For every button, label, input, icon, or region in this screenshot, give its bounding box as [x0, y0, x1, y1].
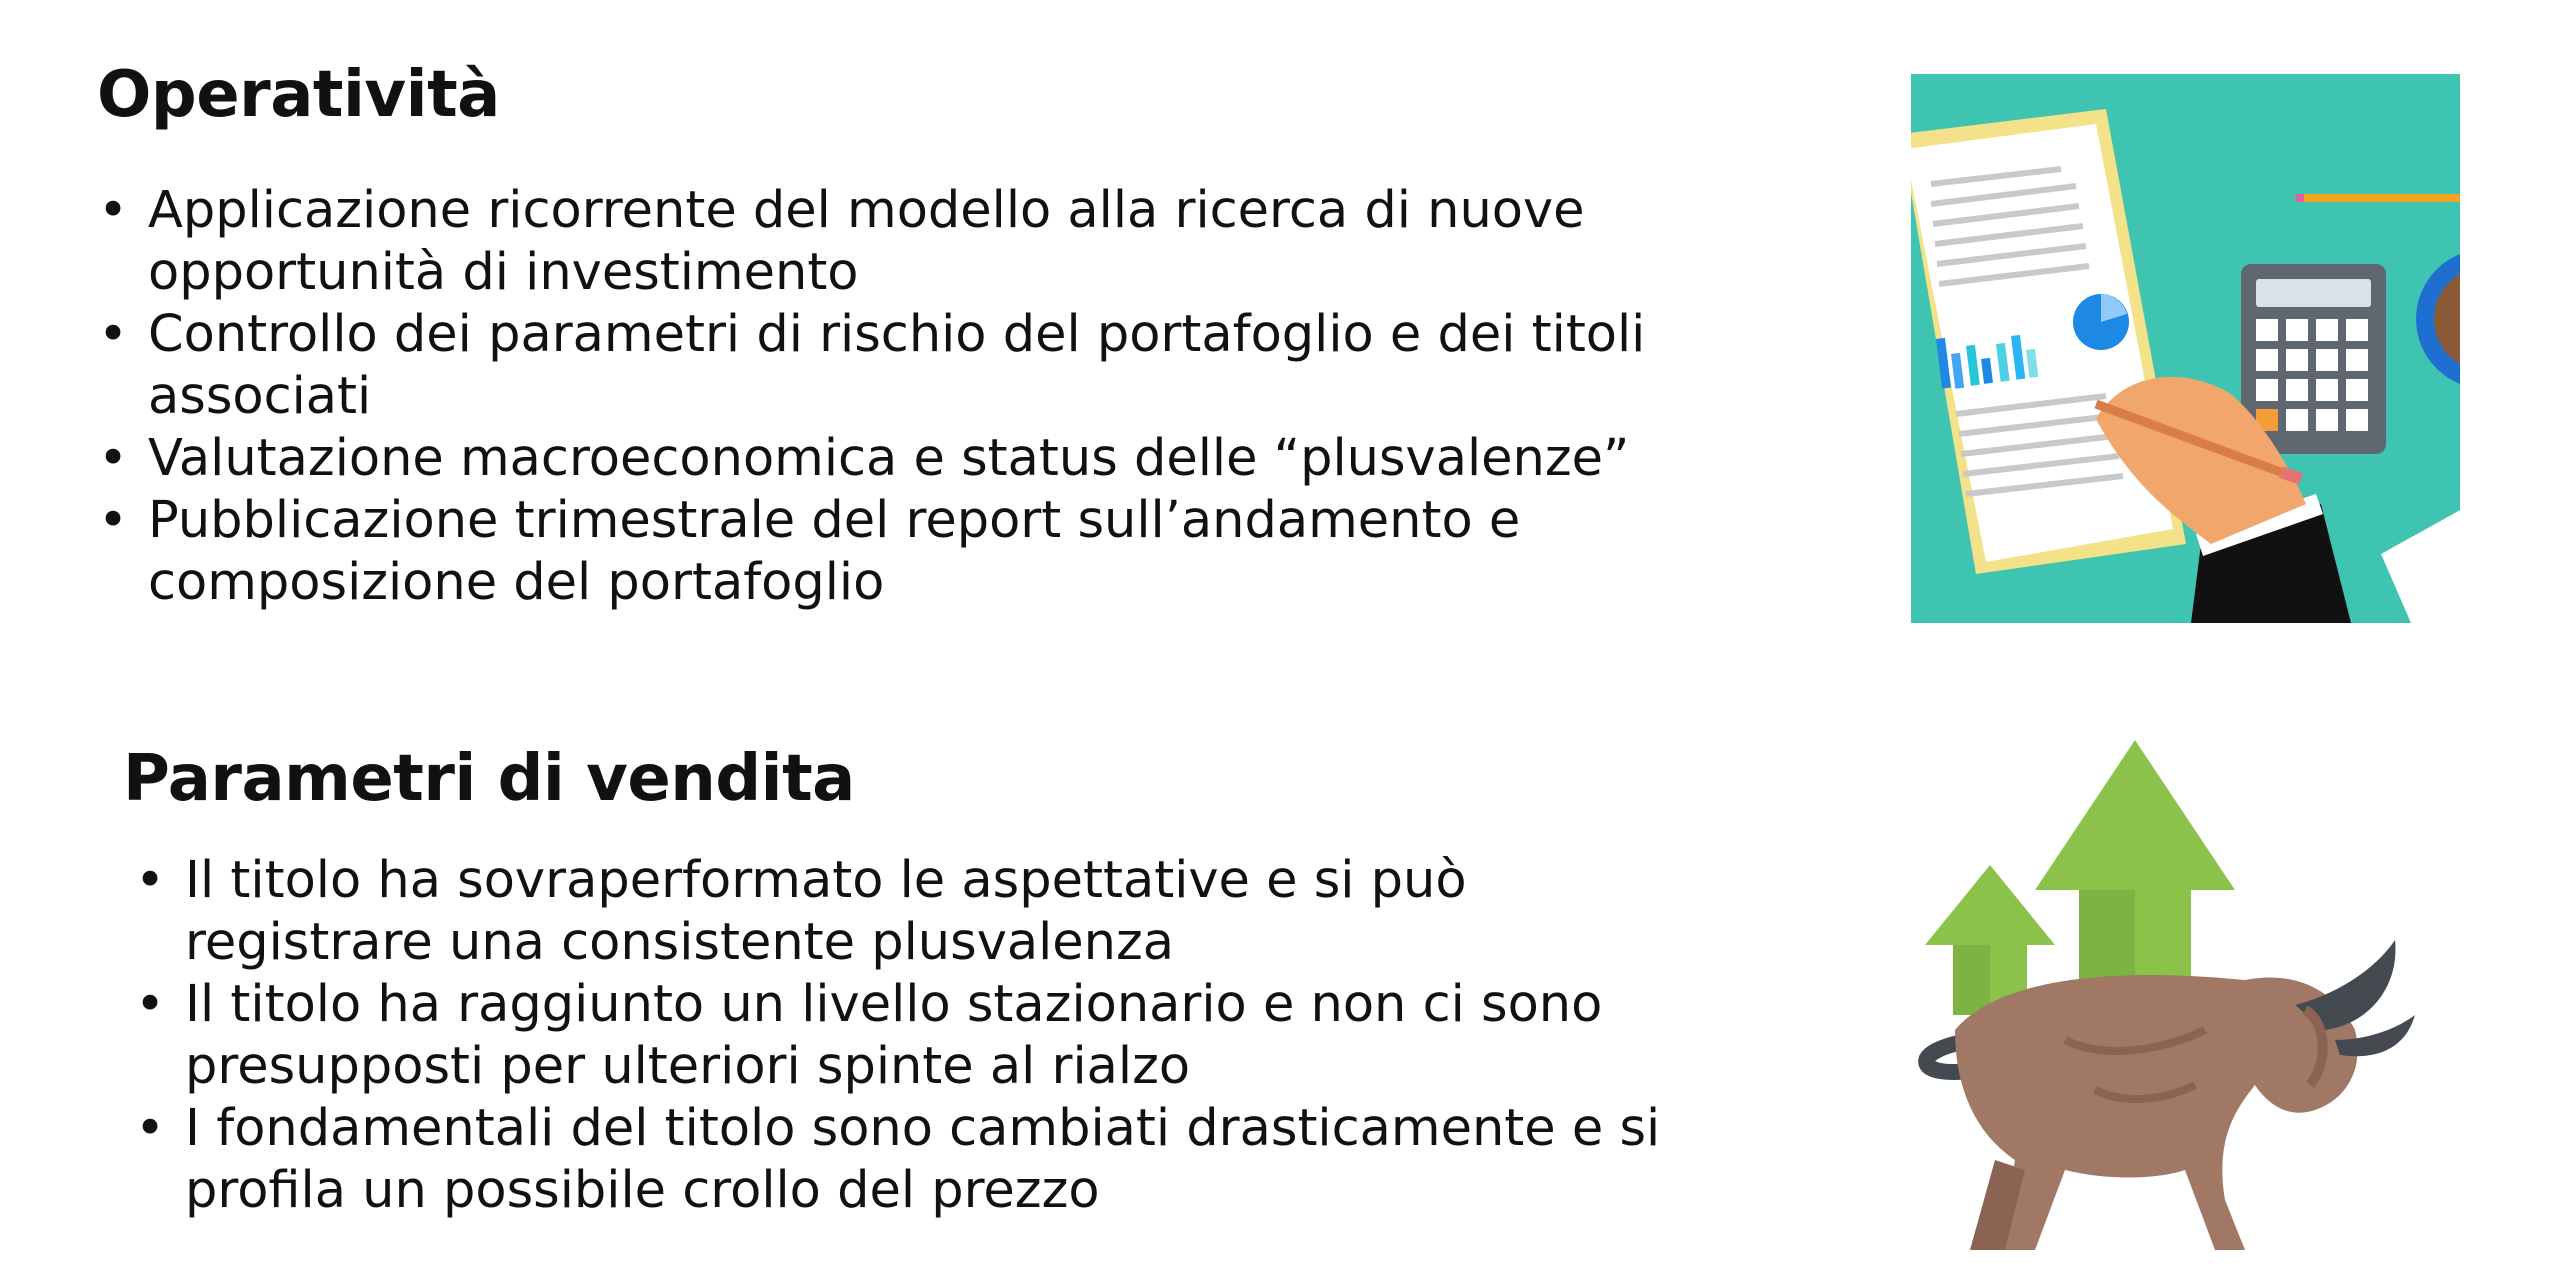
bullet-icon: • [98, 429, 129, 488]
list-item-text: Pubblicazione trimestrale del report sull’andamento e composizione del portafoglio [148, 491, 1521, 612]
list-item [98, 428, 1648, 490]
bullet-icon: • [98, 181, 129, 240]
bullet-icon: • [135, 1099, 166, 1158]
list-item [135, 850, 1685, 974]
section-title-parametri-vendita: Parametri di vendita [123, 742, 855, 816]
list-item [135, 1098, 1685, 1222]
bullet-icon: • [98, 491, 129, 550]
list-item [98, 490, 1648, 614]
list-item-text: Il titolo ha raggiunto un livello stazionario e non ci sono presupposti per ulteriori spinte al rialzo [185, 975, 1603, 1096]
calculator-icon [2241, 264, 2386, 454]
operativita-list [98, 180, 1648, 614]
list-item-text: I fondamentali del titolo sono cambiati drasticamente e si profila un possibile crollo del prezzo [185, 1099, 1661, 1220]
bullet-icon: • [135, 851, 166, 910]
pie-chart-icon [2073, 294, 2129, 350]
bullet-icon: • [98, 305, 129, 364]
list-item [98, 180, 1648, 304]
bullet-icon: • [135, 975, 166, 1034]
list-item-text: Applicazione ricorrente del modello alla ricerca di nuove opportunità di investimento [148, 181, 1585, 302]
section-title-operativita: Operatività [97, 58, 500, 132]
list-item-text: Il titolo ha sovraperformato le aspettative e si può registrare una consistente plusvalenza [185, 851, 1467, 972]
green-up-arrow-icon [2035, 740, 2235, 1010]
pencil-icon [2296, 194, 2460, 202]
vendita-list [135, 850, 1685, 1222]
bull-arrows-illustration [1915, 740, 2435, 1260]
list-item-text: Valutazione macroeconomica e status delle “plusvalenze” [148, 429, 1630, 488]
list-item [135, 974, 1685, 1098]
list-item [98, 304, 1648, 428]
list-item-text: Controllo dei parametri di rischio del portafoglio e dei titoli associati [148, 305, 1646, 426]
report-calculator-illustration [1911, 74, 2460, 623]
